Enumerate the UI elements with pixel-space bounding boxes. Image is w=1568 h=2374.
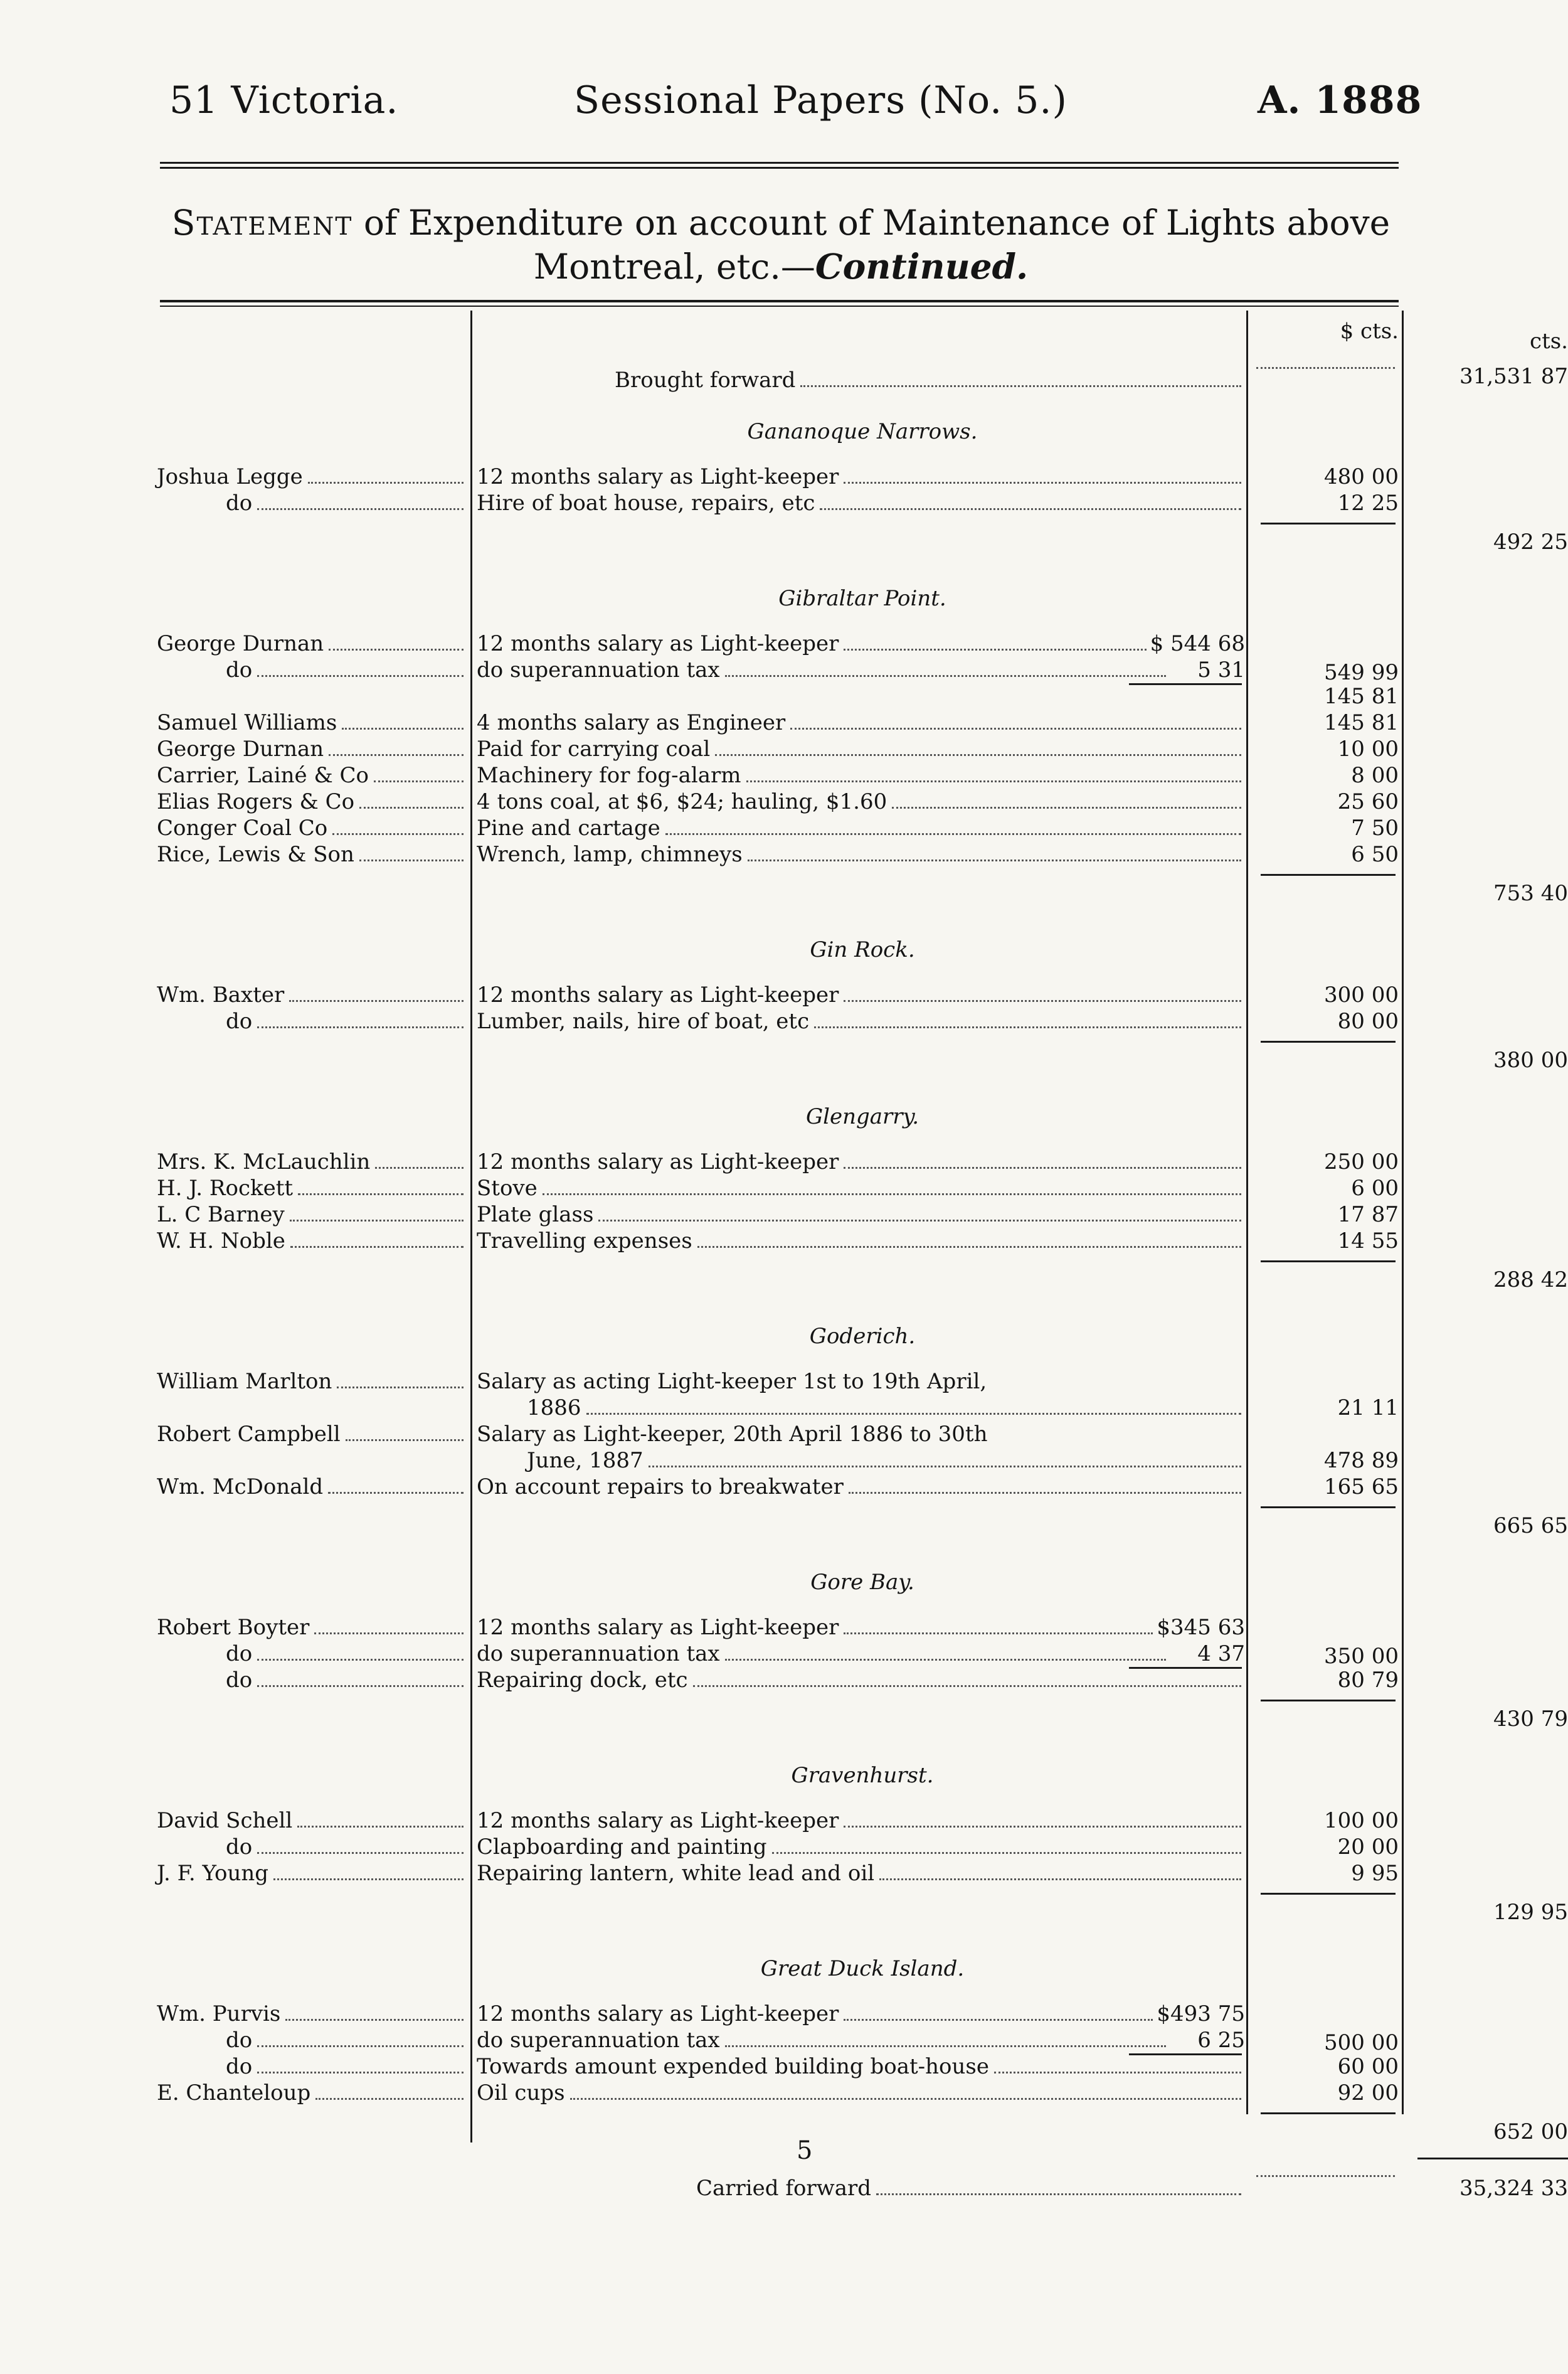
item-amount: 500 00 — [1324, 2030, 1399, 2055]
section-amount-rule — [1261, 1260, 1396, 1262]
payee-name — [157, 2080, 467, 2106]
dot-leader — [892, 807, 1241, 809]
payee-name — [157, 736, 467, 762]
item-amount: 8 00 — [1351, 763, 1399, 788]
item-description — [477, 2027, 1245, 2053]
item-text: Paid for carrying coal — [477, 737, 711, 762]
section-total: 753 40 — [1493, 881, 1568, 906]
item-amount: 165 65 — [1324, 1474, 1399, 1499]
dot-leader — [315, 2098, 464, 2100]
dot-leader — [273, 1878, 464, 1880]
item-text: 12 months salary as Light-keeper — [477, 1808, 839, 1833]
dot-leader — [820, 508, 1241, 510]
item-text: 12 months salary as Light-keeper — [477, 464, 839, 489]
dot-leader — [693, 1685, 1241, 1687]
column-head-dollars: $ cts. — [1340, 319, 1399, 344]
dot-leader — [649, 1466, 1241, 1467]
title-rule-bottom — [160, 306, 1399, 307]
payee-text: do — [226, 2054, 253, 2079]
dot-leader — [329, 754, 464, 756]
carried-forward-text: Carried forward — [696, 2176, 872, 2201]
item-description-cont — [477, 1447, 1245, 1474]
section-total: 665 65 — [1493, 1513, 1568, 1538]
item-description — [477, 982, 1245, 1008]
payee-text: J. F. Young — [157, 1861, 269, 1886]
payee-name — [157, 789, 467, 815]
payee-text: Wm. Baxter — [157, 982, 285, 1008]
header-volume: 51 Victoria. — [169, 78, 399, 122]
section-title: Gin Rock. — [810, 937, 915, 962]
carried-forward-rule — [1417, 2158, 1568, 2159]
item-amount: 10 00 — [1337, 737, 1399, 762]
payee-name — [157, 710, 467, 736]
brought-forward-text: Brought forward — [615, 368, 796, 393]
item-text: Travelling expenses — [477, 1228, 692, 1254]
payee-name — [157, 1614, 467, 1641]
title-continued: Continued. — [815, 246, 1029, 287]
payee-name — [157, 1368, 467, 1395]
payee-text: Robert Campbell — [157, 1422, 341, 1447]
section-amount-rule — [1261, 523, 1396, 524]
payee-name — [157, 1641, 467, 1667]
section-amount-rule — [1261, 1506, 1396, 1508]
dot-leader — [844, 1000, 1241, 1002]
item-amount: 60 00 — [1337, 2054, 1399, 2079]
item-text: Pine and cartage — [477, 816, 660, 841]
brought-forward-leader — [1251, 367, 1399, 393]
item-text: Machinery for fog-alarm — [477, 763, 741, 788]
payee-name — [157, 841, 467, 868]
payee-text: Wm. McDonald — [157, 1474, 324, 1499]
payee-text: Mrs. K. McLauchlin — [157, 1149, 371, 1174]
payee-text: Samuel Williams — [157, 710, 337, 735]
payee-name — [157, 1175, 467, 1201]
item-text: Repairing lantern, white lead and oil — [477, 1861, 875, 1886]
item-description — [477, 1614, 1245, 1641]
dot-leader — [359, 860, 464, 861]
dot-leader — [876, 2193, 1241, 2195]
expenditure-table — [157, 311, 1568, 2201]
payee-text: do — [226, 1009, 253, 1034]
dot-leader — [844, 649, 1146, 651]
item-description — [477, 490, 1245, 516]
payee-text: Carrier, Lainé & Co — [157, 763, 369, 788]
header-rule-bottom — [160, 167, 1399, 169]
item-description — [477, 657, 1245, 683]
item-description — [477, 2001, 1245, 2027]
item-description — [477, 1008, 1245, 1035]
item-text: Clapboarding and painting — [477, 1834, 767, 1860]
carried-forward-row — [477, 2175, 1245, 2201]
item-subamount: $493 75 — [1157, 2001, 1245, 2026]
dot-leader — [328, 1492, 464, 1494]
dot-leader — [790, 728, 1241, 730]
payee-name — [157, 815, 467, 841]
item-text: do superannuation tax — [477, 2028, 720, 2053]
payee-text: L. C Barney — [157, 1202, 285, 1227]
dot-leader — [289, 1000, 464, 1002]
item-amount: 25 60 — [1337, 789, 1399, 814]
dot-leader — [257, 1685, 464, 1687]
item-text: do superannuation tax — [477, 1641, 720, 1666]
column-rule-name — [470, 311, 472, 2142]
dot-leader — [772, 1852, 1241, 1854]
item-description — [477, 1667, 1245, 1693]
subtotal-rule — [1129, 683, 1242, 685]
dot-leader — [715, 754, 1241, 756]
dot-leader — [1256, 367, 1395, 369]
payee-name — [157, 464, 467, 490]
page-number: 5 — [797, 2136, 813, 2165]
dot-leader — [290, 1246, 464, 1248]
dot-leader — [844, 2019, 1153, 2021]
payee-name — [157, 1834, 467, 1860]
payee-name — [157, 1667, 467, 1693]
section-title: Great Duck Island. — [760, 1956, 965, 1981]
item-description — [477, 1201, 1245, 1228]
section-total: 430 79 — [1493, 1706, 1568, 1732]
payee-text: do — [226, 1641, 253, 1666]
title-line2: Montreal, etc.— — [533, 247, 815, 287]
item-description — [477, 1149, 1245, 1175]
item-description — [477, 2053, 1245, 2080]
item-description-cont — [477, 1395, 1245, 1421]
item-amount: 250 00 — [1324, 1149, 1399, 1174]
column-rule-description — [1246, 311, 1248, 2114]
dot-leader — [298, 1193, 464, 1195]
dot-leader — [257, 2072, 464, 2073]
section-amount-rule — [1261, 1041, 1396, 1043]
section-amount-rule — [1261, 2112, 1396, 2114]
dot-leader — [342, 728, 464, 730]
payee-name — [157, 982, 467, 1008]
item-text: Plate glass — [477, 1202, 594, 1227]
payee-name — [157, 631, 467, 657]
item-amount: 92 00 — [1337, 2080, 1399, 2105]
item-description — [477, 631, 1245, 657]
section-title: Gore Bay. — [810, 1570, 914, 1595]
dot-leader — [375, 1167, 464, 1169]
item-description — [477, 736, 1245, 762]
section-title: Gravenhurst. — [791, 1763, 934, 1788]
section-total: 492 25 — [1493, 530, 1568, 555]
dot-leader — [814, 1026, 1241, 1028]
item-text: 12 months salary as Light-keeper — [477, 2001, 839, 2026]
payee-text: Elias Rogers & Co — [157, 789, 355, 814]
column-rule-amount — [1402, 311, 1404, 2114]
section-amount-rule — [1261, 1700, 1396, 1701]
dot-leader — [994, 2072, 1241, 2073]
item-subamount: 5 31 — [1197, 657, 1245, 683]
dot-leader — [665, 833, 1241, 835]
item-description — [477, 710, 1245, 736]
item-amount: 9 95 — [1351, 1861, 1399, 1886]
item-amount: 145 81 — [1324, 710, 1399, 735]
dot-leader — [844, 1632, 1153, 1634]
item-amount: 350 00 — [1324, 1644, 1399, 1669]
dot-leader — [844, 1826, 1241, 1828]
payee-name — [157, 762, 467, 789]
brought-forward-total: 31,531 87 — [1459, 364, 1568, 389]
dot-leader — [314, 1632, 464, 1634]
page-title — [157, 201, 1405, 289]
item-description: Salary as Light-keeper, 20th April 1886 to 30th — [477, 1422, 988, 1447]
item-text: 4 tons coal, at $6, $24; hauling, $1.60 — [477, 789, 887, 814]
payee-text: David Schell — [157, 1808, 293, 1833]
item-text: 12 months salary as Light-keeper — [477, 631, 839, 656]
payee-text: George Durnan — [157, 631, 324, 656]
item-cont-text: June, 1887 — [527, 1448, 644, 1473]
payee-text: do — [226, 1668, 253, 1693]
dot-leader — [257, 675, 464, 677]
item-description — [477, 464, 1245, 490]
dot-leader — [849, 1492, 1241, 1494]
dot-leader — [257, 1026, 464, 1028]
item-description — [477, 1834, 1245, 1860]
dot-leader — [337, 1387, 464, 1388]
item-amount: 300 00 — [1324, 982, 1399, 1008]
item-description — [477, 2080, 1245, 2106]
item-subamount: 6 25 — [1197, 2028, 1245, 2053]
payee-name — [157, 2027, 467, 2053]
section-amount-rule — [1261, 874, 1396, 876]
item-text: Stove — [477, 1176, 538, 1201]
payee-name — [157, 2053, 467, 2080]
dot-leader — [844, 1167, 1241, 1169]
section-total: 288 42 — [1493, 1267, 1568, 1292]
item-amount: 80 00 — [1337, 1009, 1399, 1034]
dot-leader — [257, 1852, 464, 1854]
item-text: 12 months salary as Light-keeper — [477, 1149, 839, 1174]
title-lead: Statement — [171, 203, 353, 243]
item-text: 12 months salary as Light-keeper — [477, 982, 839, 1008]
item-amount: 12 25 — [1337, 491, 1399, 516]
item-amount: 7 50 — [1351, 816, 1399, 841]
payee-name — [157, 1149, 467, 1175]
section-amount-rule — [1261, 1893, 1396, 1895]
payee-name — [157, 1860, 467, 1887]
header-year: A. 1888 — [1258, 78, 1422, 122]
title-line1: of Expenditure on account of Maintenance of Lights above — [352, 203, 1391, 243]
payee-text: Joshua Legge — [157, 464, 303, 489]
item-text: Hire of boat house, repairs, etc — [477, 491, 815, 516]
item-amount: 80 79 — [1337, 1668, 1399, 1693]
dot-leader — [290, 1220, 464, 1222]
item-text: Wrench, lamp, chimneys — [477, 842, 743, 867]
header-series: Sessional Papers (No. 5.) — [574, 78, 1067, 122]
item-subamount: 4 37 — [1197, 1641, 1245, 1666]
payee-name — [157, 1474, 467, 1500]
payee-name — [157, 1421, 467, 1447]
item-description — [477, 841, 1245, 868]
dot-leader — [359, 807, 464, 809]
item-description — [477, 1641, 1245, 1667]
dot-leader — [844, 482, 1241, 484]
item-amount: 21 11 — [1337, 1395, 1399, 1420]
item-amount: 478 89 — [1324, 1448, 1399, 1473]
payee-text: Conger Coal Co — [157, 816, 328, 841]
item-text: Towards amount expended building boat-house — [477, 2054, 989, 2079]
item-subamount: $ 544 68 — [1150, 631, 1245, 656]
dot-leader — [725, 2045, 1166, 2047]
payee-name — [157, 1201, 467, 1228]
carried-forward-leader — [1251, 2175, 1399, 2201]
dot-leader — [570, 2098, 1241, 2100]
payee-name — [157, 1008, 467, 1035]
payee-text: Robert Boyter — [157, 1615, 310, 1640]
payee-name — [157, 490, 467, 516]
payee-name — [157, 657, 467, 683]
dot-leader — [725, 675, 1166, 677]
item-text: Oil cups — [477, 2080, 565, 2105]
dot-leader — [800, 385, 1241, 387]
column-head-cents: cts. — [1530, 329, 1568, 354]
section-title: Glengarry. — [805, 1104, 919, 1129]
section-total: 652 00 — [1493, 2119, 1568, 2144]
dot-leader — [329, 649, 464, 651]
dot-leader — [257, 1659, 464, 1661]
item-subamount: $345 63 — [1157, 1615, 1245, 1640]
payee-name — [157, 1228, 467, 1254]
item-amount: 549 99 — [1324, 660, 1399, 685]
payee-text: H. J. Rockett — [157, 1176, 294, 1201]
item-text: On account repairs to breakwater — [477, 1474, 844, 1499]
payee-text: William Marlton — [157, 1369, 332, 1394]
item-text: Lumber, nails, hire of boat, etc — [477, 1009, 810, 1034]
dot-leader — [598, 1220, 1241, 1222]
item-cont-text: 1886 — [527, 1395, 581, 1420]
item-amount: 145 81 — [1324, 684, 1399, 709]
payee-text: Rice, Lewis & Son — [157, 842, 354, 867]
payee-text: W. H. Noble — [157, 1228, 285, 1254]
item-amount: 6 50 — [1351, 842, 1399, 867]
payee-text: E. Chanteloup — [157, 2080, 311, 2105]
item-text: Repairing dock, etc — [477, 1668, 688, 1693]
item-description — [477, 1474, 1245, 1500]
payee-text: do — [226, 657, 253, 683]
payee-text: George Durnan — [157, 737, 324, 762]
dot-leader — [746, 780, 1241, 782]
item-description — [477, 815, 1245, 841]
item-text: do superannuation tax — [477, 657, 720, 683]
title-rule-top — [160, 300, 1399, 302]
brought-forward-row — [477, 367, 1245, 393]
dot-leader — [725, 1659, 1166, 1661]
item-description — [477, 1175, 1245, 1201]
item-description — [477, 762, 1245, 789]
dot-leader — [374, 780, 464, 782]
payee-text: do — [226, 2028, 253, 2053]
dot-leader — [748, 860, 1241, 861]
item-description — [477, 1860, 1245, 1887]
item-amount: 17 87 — [1337, 1202, 1399, 1227]
item-text: 12 months salary as Light-keeper — [477, 1615, 839, 1640]
section-title: Gananoque Narrows. — [747, 419, 978, 444]
carried-forward-total: 35,324 33 — [1459, 2176, 1568, 2201]
payee-text: do — [226, 491, 253, 516]
item-amount: 14 55 — [1337, 1228, 1399, 1254]
item-text: 4 months salary as Engineer — [477, 710, 786, 735]
dot-leader — [297, 1826, 464, 1828]
dot-leader — [308, 482, 464, 484]
payee-text: do — [226, 1834, 253, 1860]
dot-leader — [257, 2045, 464, 2047]
dot-leader — [1256, 2175, 1395, 2177]
item-amount: 100 00 — [1324, 1808, 1399, 1833]
payee-name — [157, 1807, 467, 1834]
section-total: 380 00 — [1493, 1048, 1568, 1073]
dot-leader — [257, 508, 464, 510]
dot-leader — [285, 2019, 464, 2021]
payee-name — [157, 2001, 467, 2027]
dot-leader — [586, 1413, 1241, 1415]
item-description — [477, 1807, 1245, 1834]
item-amount: 20 00 — [1337, 1834, 1399, 1860]
dot-leader — [346, 1439, 464, 1441]
payee-text: Wm. Purvis — [157, 2001, 281, 2026]
dot-leader — [879, 1878, 1241, 1880]
item-amount: 6 00 — [1351, 1176, 1399, 1201]
item-description — [477, 1228, 1245, 1254]
section-title: Goderich. — [809, 1324, 916, 1349]
dot-leader — [697, 1246, 1241, 1248]
dot-leader — [543, 1193, 1241, 1195]
section-total: 129 95 — [1493, 1900, 1568, 1925]
item-description: Salary as acting Light-keeper 1st to 19th April, — [477, 1369, 987, 1394]
dot-leader — [332, 833, 464, 835]
item-amount: 480 00 — [1324, 464, 1399, 489]
item-description — [477, 789, 1245, 815]
header-rule-top — [160, 162, 1399, 164]
section-title: Gibraltar Point. — [778, 586, 946, 611]
